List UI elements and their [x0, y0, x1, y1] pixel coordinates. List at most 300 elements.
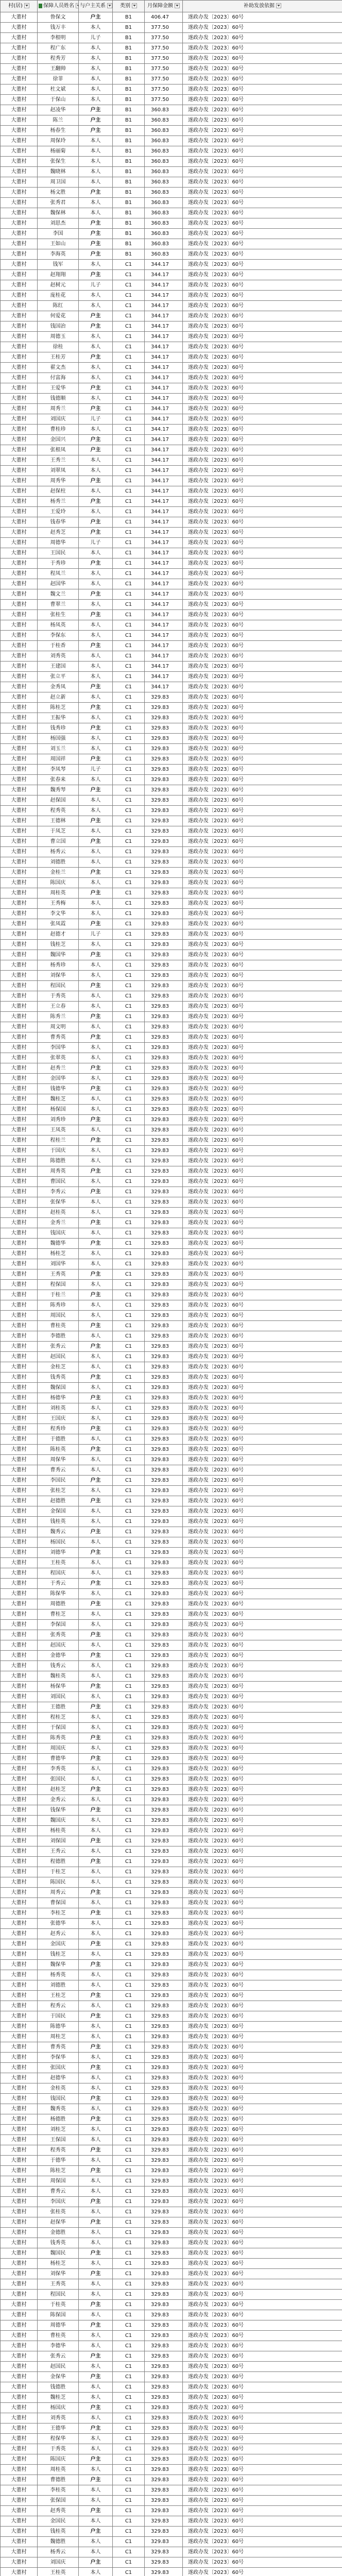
cell-type[interactable]: C1	[113, 280, 145, 291]
cell-type[interactable]: C1	[113, 1218, 145, 1228]
table-row[interactable]	[1, 1991, 342, 2001]
cell-remark[interactable]: 遂政办发〔2023〕60号	[183, 1568, 342, 1579]
cell-amount[interactable]: 344.17	[145, 497, 183, 507]
cell-remark[interactable]: 遂政办发〔2023〕60号	[183, 280, 342, 291]
cell-remark[interactable]: 遂政办发〔2023〕60号	[183, 579, 342, 589]
cell-name[interactable]: 曹德胜	[38, 2475, 79, 2485]
cell-name[interactable]: 曹翠兰	[38, 600, 79, 610]
cell-remark[interactable]: 遂政办发〔2023〕60号	[183, 2454, 342, 2465]
table-row[interactable]	[1, 991, 342, 1002]
cell-amount[interactable]: 344.17	[145, 631, 183, 641]
cell-remark[interactable]: 遂政办发〔2023〕60号	[183, 641, 342, 651]
cell-type[interactable]: C1	[113, 1774, 145, 1785]
cell-relation[interactable]: 本人	[79, 1846, 113, 1857]
cell-relation[interactable]: 户主	[79, 2269, 113, 2279]
cell-amount[interactable]: 344.17	[145, 579, 183, 589]
cell-amount[interactable]: 329.83	[145, 1589, 183, 1599]
cell-type[interactable]: C1	[113, 311, 145, 321]
cell-amount[interactable]: 329.83	[145, 1372, 183, 1383]
cell-relation[interactable]: 本人	[79, 2547, 113, 2557]
cell-village[interactable]: 大董村	[1, 795, 38, 806]
cell-name[interactable]: 周卫国	[38, 177, 79, 188]
cell-relation[interactable]: 户主	[79, 2454, 113, 2465]
cell-remark[interactable]: 遂政办发〔2023〕60号	[183, 1300, 342, 1311]
table-row[interactable]	[1, 1146, 342, 1156]
table-row[interactable]	[1, 167, 342, 177]
cell-relation[interactable]: 户主	[79, 1032, 113, 1043]
table-row[interactable]	[1, 486, 342, 497]
cell-name[interactable]: 赵秀英	[38, 2506, 79, 2516]
cell-name[interactable]: 李国民	[38, 1476, 79, 1486]
cell-amount[interactable]: 329.83	[145, 1424, 183, 1434]
cell-relation[interactable]: 本人	[79, 940, 113, 950]
cell-remark[interactable]: 遂政办发〔2023〕60号	[183, 826, 342, 837]
cell-amount[interactable]: 329.83	[145, 2444, 183, 2454]
cell-village[interactable]: 大董村	[1, 1496, 38, 1506]
cell-relation[interactable]: 户主	[79, 2527, 113, 2537]
cell-remark[interactable]: 遂政办发〔2023〕60号	[183, 1506, 342, 1517]
cell-village[interactable]: 大董村	[1, 1342, 38, 1352]
filter-dropdown-icon[interactable]	[107, 3, 112, 8]
cell-type[interactable]: C1	[113, 909, 145, 919]
cell-village[interactable]: 大董村	[1, 1630, 38, 1640]
table-row[interactable]	[1, 126, 342, 136]
cell-remark[interactable]: 遂政办发〔2023〕60号	[183, 1414, 342, 1424]
cell-amount[interactable]: 329.83	[145, 816, 183, 826]
cell-type[interactable]: C1	[113, 404, 145, 414]
cell-amount[interactable]: 344.17	[145, 455, 183, 466]
cell-type[interactable]: C1	[113, 1651, 145, 1661]
cell-type[interactable]: C1	[113, 1094, 145, 1105]
cell-remark[interactable]: 遂政办发〔2023〕60号	[183, 1537, 342, 1548]
cell-remark[interactable]: 遂政办发〔2023〕60号	[183, 2382, 342, 2393]
cell-village[interactable]: 大董村	[1, 270, 38, 280]
cell-name[interactable]: 钱秀英	[38, 1372, 79, 1383]
cell-name[interactable]: 刘秀珍	[38, 1115, 79, 1125]
cell-relation[interactable]: 本人	[79, 1156, 113, 1166]
cell-amount[interactable]: 329.83	[145, 2238, 183, 2248]
table-row[interactable]	[1, 888, 342, 899]
cell-type[interactable]: C1	[113, 847, 145, 857]
cell-village[interactable]: 大董村	[1, 2527, 38, 2537]
cell-name[interactable]: 王爱华	[38, 383, 79, 394]
cell-relation[interactable]: 本人	[79, 1877, 113, 1888]
cell-name[interactable]: 翟文杰	[38, 363, 79, 373]
cell-relation[interactable]: 本人	[79, 43, 113, 54]
cell-remark[interactable]: 遂政办发〔2023〕60号	[183, 775, 342, 785]
cell-amount[interactable]: 344.17	[145, 558, 183, 569]
cell-name[interactable]: 程桂兰	[38, 1136, 79, 1146]
cell-amount[interactable]: 329.83	[145, 2166, 183, 2176]
table-row[interactable]	[1, 569, 342, 579]
cell-remark[interactable]: 遂政办发〔2023〕60号	[183, 1445, 342, 1455]
cell-relation[interactable]: 户主	[79, 1084, 113, 1094]
cell-relation[interactable]: 本人	[79, 2434, 113, 2444]
cell-relation[interactable]: 户主	[79, 1445, 113, 1455]
cell-amount[interactable]: 329.83	[145, 1537, 183, 1548]
cell-type[interactable]: C1	[113, 466, 145, 476]
cell-amount[interactable]: 329.83	[145, 888, 183, 899]
cell-village[interactable]: 大董村	[1, 1331, 38, 1342]
cell-remark[interactable]: 遂政办发〔2023〕60号	[183, 2022, 342, 2032]
table-row[interactable]	[1, 12, 342, 23]
cell-relation[interactable]: 本人	[79, 857, 113, 868]
cell-relation[interactable]: 本人	[79, 2207, 113, 2217]
cell-type[interactable]: C1	[113, 1960, 145, 1970]
cell-village[interactable]: 大董村	[1, 1888, 38, 1898]
table-row[interactable]	[1, 1084, 342, 1094]
cell-relation[interactable]: 本人	[79, 342, 113, 352]
cell-type[interactable]: C1	[113, 1372, 145, 1383]
cell-village[interactable]: 大董村	[1, 1311, 38, 1321]
cell-village[interactable]: 大董村	[1, 2516, 38, 2527]
cell-name[interactable]: 张春来	[38, 775, 79, 785]
cell-type[interactable]: C1	[113, 1177, 145, 1187]
cell-relation[interactable]: 本人	[79, 1053, 113, 1063]
cell-name[interactable]: 魏桂芝	[38, 1094, 79, 1105]
cell-relation[interactable]: 本人	[79, 1506, 113, 1517]
cell-village[interactable]: 大董村	[1, 826, 38, 837]
cell-village[interactable]: 大董村	[1, 2454, 38, 2465]
cell-village[interactable]: 大董村	[1, 1465, 38, 1476]
cell-village[interactable]: 大董村	[1, 2413, 38, 2424]
cell-relation[interactable]: 本人	[79, 167, 113, 177]
cell-village[interactable]: 大董村	[1, 1579, 38, 1589]
cell-name[interactable]: 于桂兰	[38, 1290, 79, 1300]
cell-name[interactable]: 杨秀珍	[38, 960, 79, 971]
cell-relation[interactable]: 户主	[79, 1393, 113, 1403]
cell-name[interactable]: 杨春生	[38, 126, 79, 136]
cell-remark[interactable]: 遂政办发〔2023〕60号	[183, 1156, 342, 1166]
cell-name[interactable]: 周国祥	[38, 754, 79, 765]
table-row[interactable]	[1, 1465, 342, 1476]
cell-type[interactable]: C1	[113, 2547, 145, 2557]
cell-relation[interactable]: 本人	[79, 1486, 113, 1496]
cell-type[interactable]: C1	[113, 363, 145, 373]
cell-type[interactable]: C1	[113, 1063, 145, 1074]
cell-relation[interactable]: 本人	[79, 507, 113, 517]
cell-remark[interactable]: 遂政办发〔2023〕60号	[183, 2331, 342, 2341]
cell-remark[interactable]: 遂政办发〔2023〕60号	[183, 1105, 342, 1115]
cell-remark[interactable]: 遂政办发〔2023〕60号	[183, 1403, 342, 1414]
cell-name[interactable]: 陈秀珍	[38, 1300, 79, 1311]
cell-type[interactable]: C1	[113, 517, 145, 528]
cell-name[interactable]: 程桂芝	[38, 1713, 79, 1723]
cell-village[interactable]: 大董村	[1, 1146, 38, 1156]
cell-type[interactable]: C1	[113, 991, 145, 1002]
cell-remark[interactable]: 遂政办发〔2023〕60号	[183, 1651, 342, 1661]
cell-relation[interactable]: 户主	[79, 888, 113, 899]
cell-relation[interactable]: 本人	[79, 713, 113, 723]
cell-amount[interactable]: 329.83	[145, 1269, 183, 1280]
cell-name[interactable]: 李秀云	[38, 1187, 79, 1197]
cell-remark[interactable]: 遂政办发〔2023〕60号	[183, 1898, 342, 1908]
cell-remark[interactable]: 遂政办发〔2023〕60号	[183, 126, 342, 136]
cell-amount[interactable]: 344.17	[145, 589, 183, 600]
cell-name[interactable]: 魏德华	[38, 1239, 79, 1249]
cell-name[interactable]: 赵桂英	[38, 1208, 79, 1218]
table-row[interactable]	[1, 1496, 342, 1506]
cell-name[interactable]: 钱桂芝	[38, 940, 79, 950]
cell-amount[interactable]: 329.83	[145, 1342, 183, 1352]
cell-name[interactable]: 王桂芝	[38, 1991, 79, 2001]
cell-type[interactable]: C1	[113, 2238, 145, 2248]
table-row[interactable]	[1, 971, 342, 981]
cell-type[interactable]: C1	[113, 1486, 145, 1496]
cell-name[interactable]: 陈保国	[38, 2310, 79, 2320]
table-row[interactable]	[1, 1867, 342, 1877]
cell-name[interactable]: 周保华	[38, 1455, 79, 1465]
cell-name[interactable]: 赵保国	[38, 795, 79, 806]
cell-name[interactable]: 金国兴	[38, 435, 79, 445]
cell-type[interactable]: C1	[113, 1754, 145, 1764]
cell-village[interactable]: 大董村	[1, 2465, 38, 2475]
cell-relation[interactable]: 本人	[79, 23, 113, 33]
table-row[interactable]	[1, 1692, 342, 1702]
cell-village[interactable]: 大董村	[1, 1280, 38, 1290]
cell-village[interactable]: 大董村	[1, 744, 38, 754]
table-row[interactable]	[1, 1022, 342, 1032]
cell-village[interactable]: 大董村	[1, 435, 38, 445]
cell-remark[interactable]: 遂政办发〔2023〕60号	[183, 1764, 342, 1774]
cell-amount[interactable]: 360.83	[145, 249, 183, 260]
cell-name[interactable]: 赵国华	[38, 579, 79, 589]
cell-village[interactable]: 大董村	[1, 2341, 38, 2351]
cell-amount[interactable]: 329.83	[145, 775, 183, 785]
cell-remark[interactable]: 遂政办发〔2023〕60号	[183, 548, 342, 558]
table-row[interactable]	[1, 1713, 342, 1723]
cell-name[interactable]: 赵德才	[38, 929, 79, 940]
cell-type[interactable]: C1	[113, 1403, 145, 1414]
cell-amount[interactable]: 344.17	[145, 445, 183, 455]
cell-type[interactable]: C1	[113, 1146, 145, 1156]
cell-village[interactable]: 大董村	[1, 394, 38, 404]
cell-type[interactable]: C1	[113, 2444, 145, 2454]
cell-amount[interactable]: 329.83	[145, 2310, 183, 2320]
cell-remark[interactable]: 遂政办发〔2023〕60号	[183, 321, 342, 332]
cell-amount[interactable]: 344.17	[145, 301, 183, 311]
cell-village[interactable]: 大董村	[1, 1671, 38, 1682]
cell-remark[interactable]: 遂政办发〔2023〕60号	[183, 1136, 342, 1146]
cell-name[interactable]: 陈秀兰	[38, 1012, 79, 1022]
cell-remark[interactable]: 遂政办发〔2023〕60号	[183, 1486, 342, 1496]
cell-type[interactable]: C1	[113, 2300, 145, 2310]
cell-relation[interactable]: 户主	[79, 816, 113, 826]
cell-name[interactable]: 魏国庆	[38, 1816, 79, 1826]
cell-type[interactable]: C1	[113, 394, 145, 404]
cell-type[interactable]: C1	[113, 1671, 145, 1682]
cell-remark[interactable]: 遂政办发〔2023〕60号	[183, 1599, 342, 1609]
cell-relation[interactable]: 本人	[79, 1125, 113, 1136]
cell-name[interactable]: 王桂英	[38, 2568, 79, 2576]
table-row[interactable]	[1, 2341, 342, 2351]
cell-type[interactable]: C1	[113, 2310, 145, 2320]
cell-remark[interactable]: 遂政办发〔2023〕60号	[183, 981, 342, 991]
cell-name[interactable]: 曹保国	[38, 1898, 79, 1908]
cell-village[interactable]: 大董村	[1, 126, 38, 136]
cell-remark[interactable]: 遂政办发〔2023〕60号	[183, 1805, 342, 1816]
cell-amount[interactable]: 329.83	[145, 2217, 183, 2228]
table-row[interactable]	[1, 1671, 342, 1682]
filter-dropdown-icon[interactable]	[175, 3, 180, 8]
cell-relation[interactable]: 本人	[79, 1743, 113, 1754]
cell-type[interactable]: C1	[113, 723, 145, 734]
cell-relation[interactable]: 本人	[79, 1383, 113, 1393]
table-row[interactable]	[1, 208, 342, 218]
cell-type[interactable]: B1	[113, 115, 145, 126]
table-row[interactable]	[1, 1898, 342, 1908]
cell-type[interactable]: C1	[113, 2506, 145, 2516]
cell-type[interactable]: C1	[113, 352, 145, 363]
cell-name[interactable]: 钱保华	[38, 1805, 79, 1816]
cell-name[interactable]: 钱军	[38, 260, 79, 270]
cell-remark[interactable]: 遂政办发〔2023〕60号	[183, 878, 342, 888]
cell-name[interactable]: 李桂英	[38, 2485, 79, 2496]
cell-relation[interactable]: 儿子	[79, 280, 113, 291]
cell-name[interactable]: 刘翠凤	[38, 466, 79, 476]
cell-name[interactable]: 程德胜	[38, 1857, 79, 1867]
cell-remark[interactable]: 遂政办发〔2023〕60号	[183, 1228, 342, 1239]
cell-type[interactable]: B1	[113, 198, 145, 208]
cell-name[interactable]: 周文明	[38, 1022, 79, 1032]
table-row[interactable]	[1, 198, 342, 208]
cell-remark[interactable]: 遂政办发〔2023〕60号	[183, 1517, 342, 1527]
cell-type[interactable]: C1	[113, 1197, 145, 1208]
cell-relation[interactable]: 本人	[79, 177, 113, 188]
cell-relation[interactable]: 户主	[79, 1702, 113, 1713]
cell-remark[interactable]: 遂政办发〔2023〕60号	[183, 1465, 342, 1476]
table-row[interactable]	[1, 342, 342, 352]
cell-type[interactable]: C1	[113, 2403, 145, 2413]
cell-name[interactable]: 魏桂芝	[38, 2393, 79, 2403]
table-row[interactable]	[1, 682, 342, 692]
cell-name[interactable]: 李根明	[38, 33, 79, 43]
cell-name[interactable]: 于秀英	[38, 2444, 79, 2454]
cell-village[interactable]: 大董村	[1, 2145, 38, 2156]
cell-amount[interactable]: 329.83	[145, 1836, 183, 1846]
table-row[interactable]	[1, 1929, 342, 1939]
cell-remark[interactable]: 遂政办发〔2023〕60号	[183, 1754, 342, 1764]
cell-name[interactable]: 魏德胜	[38, 2537, 79, 2547]
cell-relation[interactable]: 本人	[79, 1661, 113, 1671]
cell-amount[interactable]: 329.83	[145, 1702, 183, 1713]
cell-remark[interactable]: 遂政办发〔2023〕60号	[183, 157, 342, 167]
cell-relation[interactable]: 本人	[79, 208, 113, 218]
cell-relation[interactable]: 户主	[79, 1527, 113, 1537]
cell-remark[interactable]: 遂政办发〔2023〕60号	[183, 888, 342, 899]
table-row[interactable]	[1, 2362, 342, 2372]
cell-village[interactable]: 大董村	[1, 1713, 38, 1723]
cell-name[interactable]: 王德林	[38, 816, 79, 826]
cell-remark[interactable]: 遂政办发〔2023〕60号	[183, 239, 342, 249]
cell-name[interactable]: 周桂芝	[38, 2032, 79, 2042]
cell-remark[interactable]: 遂政办发〔2023〕60号	[183, 54, 342, 64]
cell-village[interactable]: 大董村	[1, 1651, 38, 1661]
cell-name[interactable]: 杨文胜	[38, 188, 79, 198]
cell-type[interactable]: C1	[113, 950, 145, 960]
cell-relation[interactable]: 本人	[79, 991, 113, 1002]
cell-village[interactable]: 大董村	[1, 1506, 38, 1517]
cell-remark[interactable]: 遂政办发〔2023〕60号	[183, 2568, 342, 2576]
cell-amount[interactable]: 329.83	[145, 1857, 183, 1867]
cell-remark[interactable]: 遂政办发〔2023〕60号	[183, 1115, 342, 1125]
cell-type[interactable]: C1	[113, 641, 145, 651]
cell-name[interactable]: 钱国民	[38, 2094, 79, 2104]
cell-village[interactable]: 大董村	[1, 981, 38, 991]
table-row[interactable]	[1, 1877, 342, 1888]
table-row[interactable]	[1, 981, 342, 991]
cell-type[interactable]: C1	[113, 1579, 145, 1589]
cell-name[interactable]: 刘桂芝	[38, 2125, 79, 2135]
cell-amount[interactable]: 329.83	[145, 1218, 183, 1228]
cell-village[interactable]: 大董村	[1, 43, 38, 54]
cell-type[interactable]: C1	[113, 270, 145, 280]
cell-relation[interactable]: 本人	[79, 2176, 113, 2187]
cell-village[interactable]: 大董村	[1, 765, 38, 775]
cell-village[interactable]: 大董村	[1, 1208, 38, 1218]
table-row[interactable]	[1, 1743, 342, 1754]
cell-name[interactable]: 曹桂英	[38, 1321, 79, 1331]
cell-type[interactable]: C1	[113, 1259, 145, 1269]
cell-type[interactable]: C1	[113, 1970, 145, 1980]
cell-amount[interactable]: 344.17	[145, 548, 183, 558]
cell-amount[interactable]: 329.83	[145, 868, 183, 878]
cell-amount[interactable]: 360.83	[145, 105, 183, 115]
cell-relation[interactable]: 本人	[79, 826, 113, 837]
cell-amount[interactable]: 329.83	[145, 1682, 183, 1692]
cell-type[interactable]: C1	[113, 435, 145, 445]
cell-relation[interactable]: 户主	[79, 497, 113, 507]
cell-village[interactable]: 大董村	[1, 2114, 38, 2125]
cell-remark[interactable]: 遂政办发〔2023〕60号	[183, 95, 342, 105]
table-row[interactable]	[1, 249, 342, 260]
cell-remark[interactable]: 遂政办发〔2023〕60号	[183, 899, 342, 909]
cell-type[interactable]: B1	[113, 23, 145, 33]
cell-remark[interactable]: 遂政办发〔2023〕60号	[183, 1980, 342, 1991]
cell-name[interactable]: 王国庆	[38, 1414, 79, 1424]
table-row[interactable]	[1, 2557, 342, 2568]
cell-relation[interactable]: 本人	[79, 1455, 113, 1465]
cell-remark[interactable]: 遂政办发〔2023〕60号	[183, 177, 342, 188]
cell-relation[interactable]: 本人	[79, 2032, 113, 2042]
table-row[interactable]	[1, 1290, 342, 1300]
cell-remark[interactable]: 遂政办发〔2023〕60号	[183, 1362, 342, 1372]
cell-amount[interactable]: 329.83	[145, 2506, 183, 2516]
table-row[interactable]	[1, 1609, 342, 1620]
cell-relation[interactable]: 户主	[79, 2557, 113, 2568]
cell-amount[interactable]: 329.83	[145, 1331, 183, 1342]
cell-amount[interactable]: 329.83	[145, 2228, 183, 2238]
cell-type[interactable]: C1	[113, 1764, 145, 1774]
cell-name[interactable]: 王秀梅	[38, 899, 79, 909]
cell-name[interactable]: 曹秀云	[38, 2187, 79, 2197]
cell-type[interactable]: C1	[113, 260, 145, 270]
cell-amount[interactable]: 329.83	[145, 1805, 183, 1816]
cell-name[interactable]: 于桂香	[38, 641, 79, 651]
cell-type[interactable]: C1	[113, 2104, 145, 2114]
cell-village[interactable]: 大董村	[1, 342, 38, 352]
cell-village[interactable]: 大董村	[1, 2475, 38, 2485]
cell-name[interactable]: 陈保华	[38, 1589, 79, 1599]
table-row[interactable]	[1, 713, 342, 723]
cell-relation[interactable]: 儿子	[79, 765, 113, 775]
cell-village[interactable]: 大董村	[1, 1053, 38, 1063]
table-row[interactable]	[1, 1620, 342, 1630]
cell-name[interactable]: 周秀兰	[38, 404, 79, 414]
table-row[interactable]	[1, 1414, 342, 1424]
cell-remark[interactable]: 遂政办发〔2023〕60号	[183, 64, 342, 74]
cell-village[interactable]: 大董村	[1, 23, 38, 33]
